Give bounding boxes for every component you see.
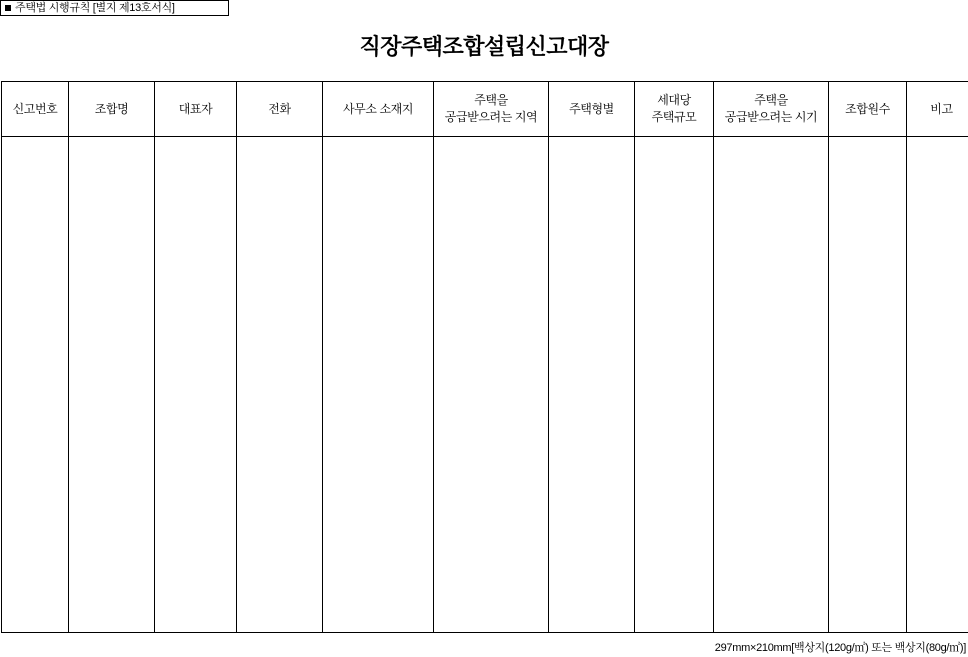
column-header-office-location bbox=[323, 82, 434, 137]
page-title: 직장주택조합설립신고대장 bbox=[359, 34, 609, 59]
column-header-office-location-line1: 사무소 소재지 bbox=[342, 101, 414, 116]
cell-size-per-household[interactable] bbox=[635, 137, 714, 633]
column-header-report-no-line1: 신고번호 bbox=[12, 101, 58, 116]
column-header-size-per-household bbox=[635, 82, 714, 137]
column-header-member-count-line1: 조합원수 bbox=[845, 101, 890, 116]
column-header-supply-time-line2: 공급받으려는 시기 bbox=[724, 110, 818, 124]
column-header-remarks-line1: 비고 bbox=[930, 101, 953, 116]
column-header-supply-time bbox=[714, 82, 829, 137]
column-header-supply-area bbox=[434, 82, 549, 137]
column-header-housing-type bbox=[549, 82, 635, 137]
column-header-housing-type-line1: 주택형별 bbox=[569, 101, 614, 116]
column-header-remarks bbox=[907, 82, 968, 137]
table-row bbox=[2, 137, 968, 633]
column-header-supply-time-line1: 주택을 bbox=[754, 93, 788, 107]
cell-phone[interactable] bbox=[237, 137, 323, 633]
table-header-row bbox=[2, 82, 968, 137]
form-reference-box bbox=[0, 0, 229, 16]
column-header-report-no bbox=[2, 82, 69, 137]
paper-spec-note: 297mm×210mm[백상지(120g/㎡) 또는 백상지(80g/㎡)] bbox=[714, 642, 966, 654]
column-header-supply-area-line1: 주택을 bbox=[474, 93, 508, 107]
column-header-size-per-household-line2: 주택규모 bbox=[651, 110, 697, 124]
ledger-table bbox=[1, 81, 968, 633]
column-header-member-count bbox=[829, 82, 907, 137]
column-header-size-per-household-line1: 세대당 bbox=[657, 93, 691, 107]
cell-supply-time[interactable] bbox=[714, 137, 829, 633]
cell-office-location[interactable] bbox=[323, 137, 434, 633]
cell-remarks[interactable] bbox=[907, 137, 968, 633]
column-header-supply-area-line2: 공급받으려는 지역 bbox=[444, 110, 538, 124]
ledger-table-head bbox=[2, 82, 968, 137]
cell-representative[interactable] bbox=[155, 137, 237, 633]
column-header-union-name-line1: 조합명 bbox=[94, 101, 129, 116]
cell-report-no[interactable] bbox=[2, 137, 69, 633]
cell-housing-type[interactable] bbox=[549, 137, 635, 633]
cell-union-name[interactable] bbox=[69, 137, 155, 633]
column-header-union-name bbox=[69, 82, 155, 137]
column-header-representative bbox=[155, 82, 237, 137]
cell-member-count[interactable] bbox=[829, 137, 907, 633]
column-header-phone bbox=[237, 82, 323, 137]
cell-supply-area[interactable] bbox=[434, 137, 549, 633]
column-header-phone-line1: 전화 bbox=[268, 101, 291, 116]
form-reference-text: 주택법 시행규칙 [별지 제13호서식] bbox=[15, 2, 175, 14]
column-header-representative-line1: 대표자 bbox=[178, 101, 213, 116]
ledger-table-body bbox=[2, 137, 968, 633]
black-square-icon bbox=[5, 5, 11, 11]
